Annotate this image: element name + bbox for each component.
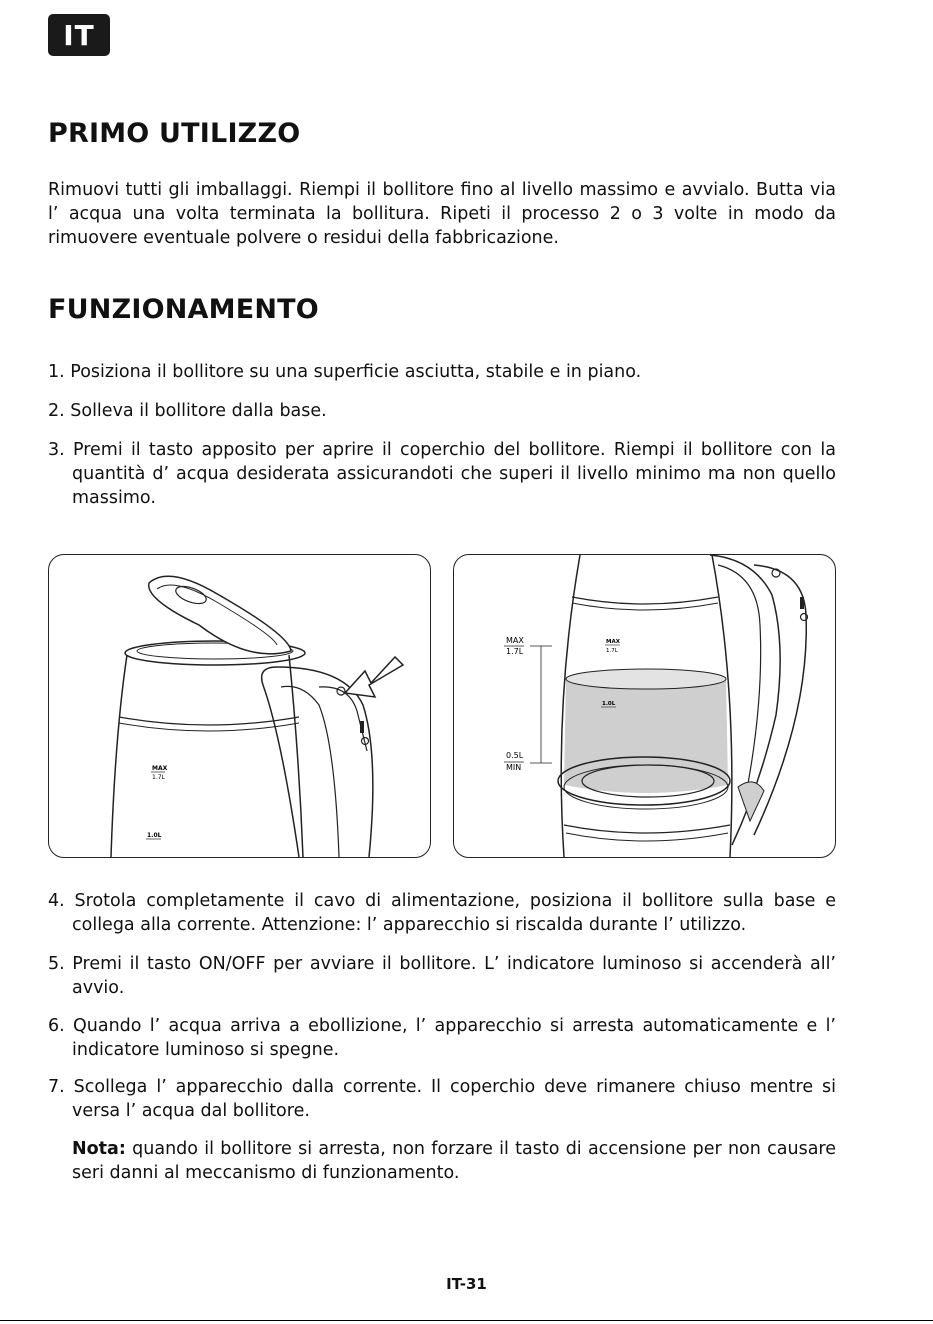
right-glass-max-label: MAX [606,639,620,645]
kettle-water-level-illustration [453,554,836,858]
section-title-first-use: PRIMO UTILIZZO [48,118,301,149]
note [72,1137,836,1185]
right-scale-max-label: MAX [506,636,524,645]
right-glass-max-volume: 1.7L [606,648,618,654]
bottom-rule [0,1320,933,1321]
step-7: 7. Scollega l’ apparecchio dalla corrente. Il coperchio deve rimanere chiuso mentre si versa l’ acqua dal bollitore. [48,1077,836,1121]
right-scale-min-label: MIN [506,763,522,772]
step-3: 3. Premi il tasto apposito per aprire il coperchio del bollitore. Riempi il bollitore con la quantità d’ acqua desiderata assicurandoti che superi il livello minimo ma non quello massimo. [48,440,836,508]
note-label: Nota: [72,1139,126,1159]
step-1: 1. Posiziona il bollitore su una superficie asciutta, stabile e in piano. [48,362,642,382]
right-scale-max-volume: 1.7L [506,647,524,656]
step-6: 6. Quando l’ acqua arriva a ebollizione, l’ apparecchio si arresta automaticamente e l’ indicatore luminoso si spegne. [48,1016,836,1060]
right-glass-mid-volume: 1.0L [602,701,616,707]
section-title-operation: FUNZIONAMENTO [48,294,319,325]
left-max-volume: 1.7L [152,774,165,781]
step-4: 4. Srotola completamente il cavo di alimentazione, posiziona il bollitore sulla base e collega alla corrente. Attenzione: l’ apparecchio si riscalda durante l’ utilizzo. [48,891,836,935]
right-scale-min-volume: 0.5L [506,751,524,760]
note-text: quando il bollitore si arresta, non forzare il tasto di accensione per non causare seri danni al meccanismo di funzionamento. [72,1139,836,1183]
left-mid-volume: 1.0L [147,832,162,839]
language-badge: IT [48,14,110,56]
left-max-label: MAX [152,765,168,772]
page-number: IT-31 [446,1275,487,1293]
step-2: 2. Solleva il bollitore dalla base. [48,401,327,421]
first-use-paragraph: Rimuovi tutti gli imballaggi. Riempi il bollitore fino al livello massimo e avvialo. Butta via l’ acqua una volta terminata la bollitura. Ripeti il processo 2 o 3 volte in modo da rimuovere eventuale polvere o residui della fabbricazione. [48,180,836,248]
step-5: 5. Premi il tasto ON/OFF per avviare il bollitore. L’ indicatore luminoso si accenderà all’ avvio. [48,954,836,998]
kettle-open-lid-illustration [48,554,431,858]
